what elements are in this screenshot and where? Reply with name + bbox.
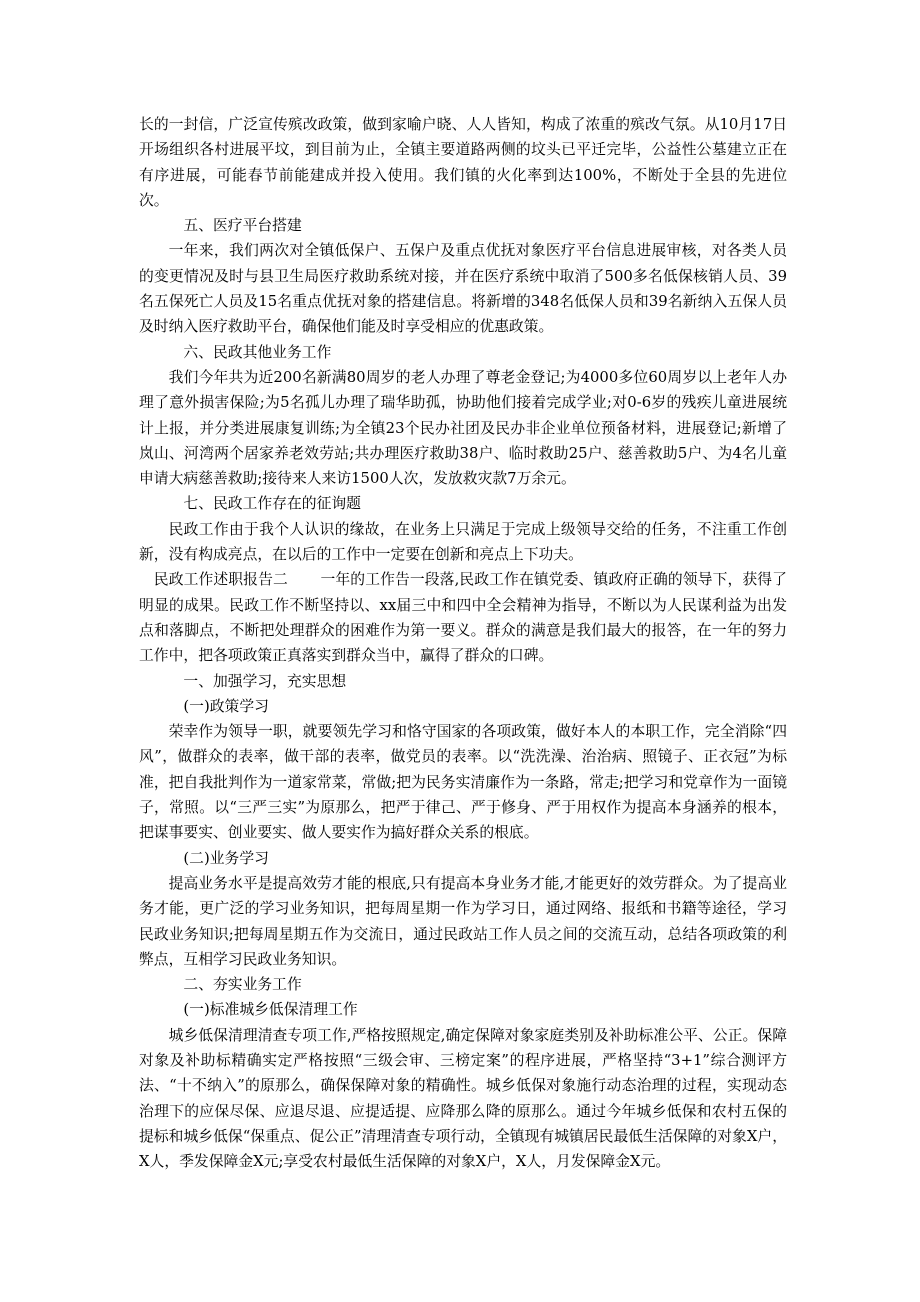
report-two-title: 民政工作述职报告二 [153,571,288,589]
section-heading-problems: 七、民政工作存在的征询题 [183,495,361,513]
section-heading-other-work: 六、民政其他业务工作 [183,343,332,361]
paragraph-business-study: 提高业务水平是提高效劳才能的根底,只有提高本身业务才能,才能更好的效劳群众。为了提高业务才能，更广泛的学习业务知识，把每周星期一作为学习日，通过网络、报纸和书籍等途径，学习民政业务知识;把每周星期五作为交流日，通过民政站工作人员之间的交流互动，总结各项政策的利弊点，互相学习民政业务知识。 [139,874,787,968]
paragraph-low-income: 城乡低保清理清查专项工作,严格按照规定,确定保障对象家庭类别及补助标准公平、公正。保障对象及补助标精确实定严格按照“三级会审、三榜定案”的程序进展，严格坚持“3+1”综合测评方法、“十不纳入”的原那么，确保保障对象的精确性。城乡低保对象施行动态治理的过程，实现动态治理下的应保尽保、应退尽退、应提适提、应降那么降的原那么。通过今年城乡低保和农村五保的提标和城乡低保“保重点、促公正”清理清查专项行动，全镇现有城镇居民最低生活保障的对象X户，X人，季发保障金X元;享受农村最低生活保障的对象X户，X人，月发保障金X元。 [139,1026,787,1171]
report-two-intro [139,567,787,668]
subheading-business-study: (二)业务学习 [183,849,269,867]
paragraph-policy-study: 荣幸作为领导一职，就要领先学习和恪守国家的各项政策，做好本人的本职工作，完全消除“四风”，做群众的表率，做干部的表率，做党员的表率。以“洗洗澡、治治病、照镜子、正衣冠”为标准，把自我批判作为一道家常菜，常做;把为民务实清廉作为一条路，常走;把学习和党章作为一面镜子，常照。以“三严三实”为原那么，把严于律己、严于修身、严于用权作为提高本身涵养的根本，把谋事要实、创业要实、做人要实作为搞好群众关系的根底。 [139,723,787,842]
subheading-policy-study: (一)政策学习 [183,697,269,715]
section-heading-business-work: 二、夯实业务工作 [183,976,302,994]
paragraph-cremation-summary: 长的一封信，广泛宣传殡改政策，做到家喻户晓、人人皆知，构成了浓重的殡改气氛。从10月17日开场组织各村进展平坟，到目前为止，全镇主要道路两侧的坟头已平迁完毕，公益性公墓建立正在有序进展，可能春节前能建成并投入使用。我们镇的火化率到达100%，不断处于全县的先进位次。 [139,116,787,209]
document-body [139,112,787,1174]
section-heading-study: 一、加强学习，充实思想 [183,672,347,690]
subheading-low-income: (一)标准城乡低保清理工作 [183,1001,358,1019]
paragraph-other-work: 我们今年共为近200名新满80周岁的老人办理了尊老金登记;为4000多位60周岁以上老年人办理了意外损害保险;为5名孤儿办理了瑞华助孤，协助他们接着完成学业;对0-6岁的残疾儿童进展统计上报，并分类进展康复训练;为全镇23个民办社团及民办非企业单位预备材料，进展登记;新增了岚山、河湾两个居家养老效劳站;共办理医疗救助38户、临时救助25户、慈善救助5户、为4名儿童申请大病慈善救助;接待来人来访1500人次，发放救灾款7万余元。 [139,368,787,488]
paragraph-medical-platform: 一年来，我们两次对全镇低保户、五保户及重点优抚对象医疗平台信息进展审核，对各类人员的变更情况及时与县卫生局医疗救助系统对接，并在医疗系统中取消了500多名低保核销人员、39名五保死亡人员及15名重点优抚对象的搭建信息。将新增的348名低保人员和39名新纳入五保人员及时纳入医疗救助平台，确保他们能及时享受相应的优惠政策。 [139,242,787,336]
report-two-intro-text: 一年的工作告一段落,民政工作在镇党委、镇政府正确的领导下，获得了明显的成果。民政工作不断坚持以、xx届三中和四中全会精神为指导，不断以为人民谋利益为出发点和落脚点，不断把处理群众的困难作为第一要义。群众的满意是我们最大的报答，在一年的努力工作中，把各项政策正真落实到群众当中，赢得了群众的口碑。 [139,571,787,665]
section-heading-medical-platform: 五、医疗平台搭建 [183,217,302,235]
paragraph-problems: 民政工作由于我个人认识的缘故，在业务上只满足于完成上级领导交给的任务，不注重工作创新，没有构成亮点，在以后的工作中一定要在创新和亮点上下功夫。 [139,520,787,564]
